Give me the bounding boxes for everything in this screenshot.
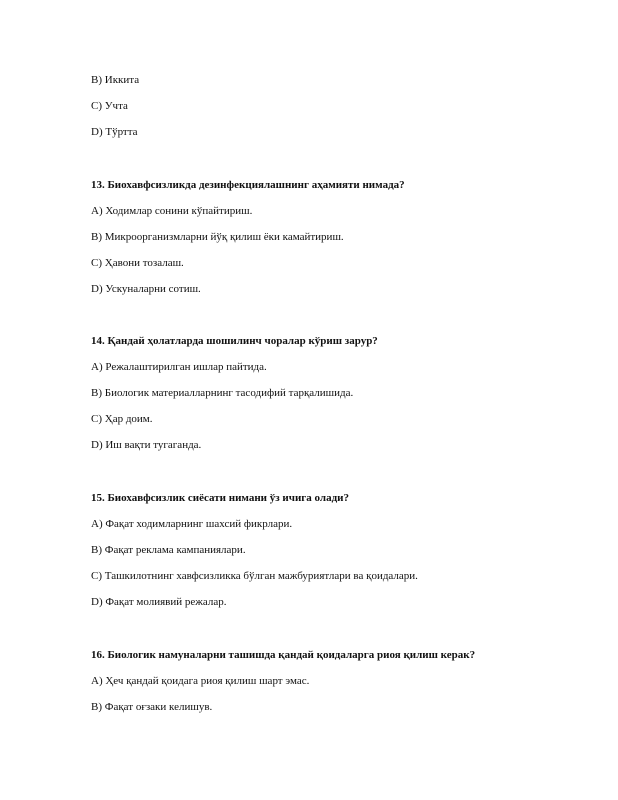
option-16-b: B) Фақат оғзаки келишув. (91, 701, 213, 713)
option-14-a: A) Режалаштирилган ишлар пайтида. (91, 361, 267, 373)
option-15-b: B) Фақат реклама кампаниялари. (91, 544, 246, 556)
option-14-c: C) Ҳар доим. (91, 413, 153, 425)
option-15-c: C) Ташкилотнинг хавфсизликка бўлган мажбуриятлари ва қоидалари. (91, 570, 418, 582)
option-14-d: D) Иш вақти тугаганда. (91, 439, 202, 451)
question-16: 16. Биологик намуналарни ташишда қандай қоидаларга риоя қилиш керак? (91, 649, 476, 661)
option-13-c: C) Ҳавони тозалаш. (91, 257, 184, 269)
option-15-d: D) Фақат молиявий режалар. (91, 596, 227, 608)
option-14-b: B) Биологик материалларнинг тасодифий тарқалишида. (91, 387, 354, 399)
option-13-d: D) Ускуналарни сотиш. (91, 283, 201, 295)
question-14: 14. Қандай ҳолатларда шошилинч чоралар кўриш зарур? (91, 335, 378, 347)
option-13-b: B) Микроорганизмларни йўқ қилиш ёки камайтириш. (91, 231, 344, 243)
option-12-b: B) Иккита (91, 74, 140, 86)
question-15: 15. Биохавфсизлик сиёсати нимани ўз ичига олади? (91, 492, 349, 504)
option-13-a: A) Ходимлар сонини кўпайтириш. (91, 205, 253, 217)
option-15-a: A) Фақат ходимларнинг шахсий фикрлари. (91, 518, 293, 530)
question-13: 13. Биохавфсизликда дезинфекциялашнинг аҳамияти нимада? (91, 179, 405, 191)
option-12-c: C) Учта (91, 100, 128, 112)
option-12-d: D) Тўртта (91, 126, 138, 138)
option-16-a: A) Ҳеч қандай қоидага риоя қилиш шарт эмас. (91, 675, 310, 687)
